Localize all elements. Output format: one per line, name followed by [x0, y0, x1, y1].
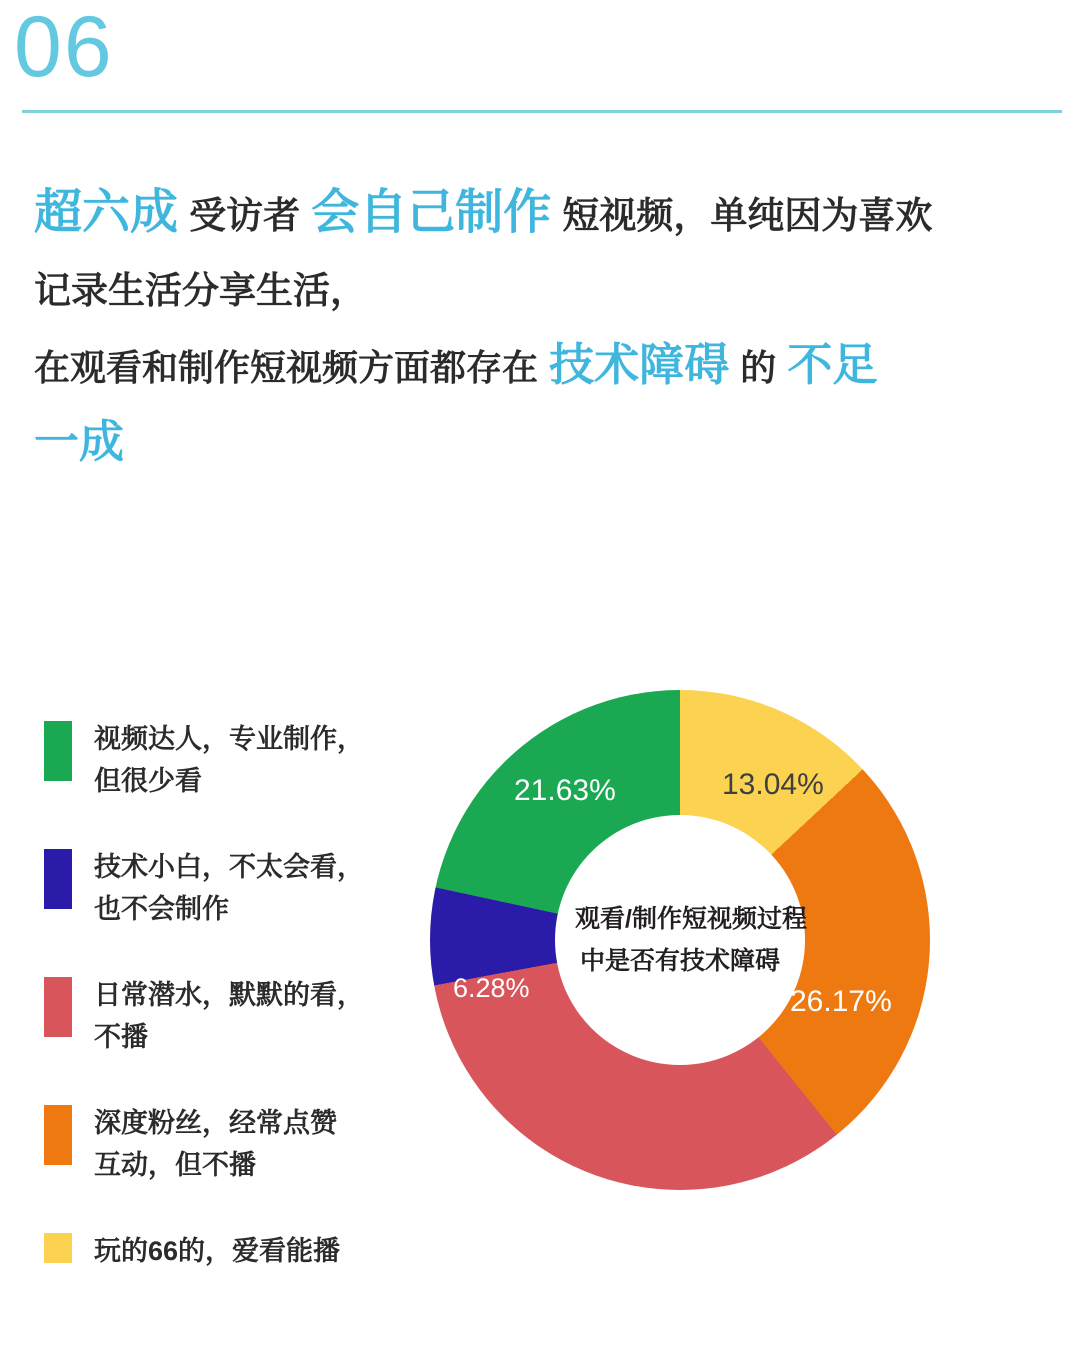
headline-text-5: 的	[740, 347, 777, 388]
legend-item-label	[94, 974, 364, 1058]
headline-text-4: 在观看和制作短视频方面都存在	[34, 347, 539, 388]
legend-item-label-line1: 技术小白，不太会看，	[94, 852, 364, 882]
chart-legend	[44, 718, 439, 1316]
headline-emphasis-2: 会自己制作	[311, 186, 552, 239]
legend-color-swatch-red	[44, 977, 72, 1037]
headline-emphasis-3: 技术障碍	[549, 339, 730, 390]
legend-item-label	[94, 1102, 337, 1186]
donut-center-label-line1: 观看/制作短视频过程	[575, 905, 807, 933]
legend-item-label	[94, 846, 364, 930]
slice-value-orange: 26.17%	[790, 985, 892, 1018]
legend-item-label	[94, 1230, 340, 1272]
legend-item-label-line1: 深度粉丝，经常点赞	[94, 1108, 337, 1138]
legend-item[interactable]	[44, 974, 439, 1058]
donut-center-label	[555, 815, 805, 1065]
legend-item-label-line1: 视频达人，专业制作，	[94, 724, 364, 754]
legend-item-label-line1: 日常潜水，默默的看，	[94, 980, 364, 1010]
headline-text-1: 受访者	[189, 195, 301, 236]
legend-item[interactable]	[44, 1230, 439, 1272]
legend-color-swatch-blue	[44, 849, 72, 909]
slice-value-blue: 6.28%	[453, 973, 530, 1003]
legend-item-label-line2: 不播	[94, 1022, 148, 1052]
legend-item[interactable]	[44, 1102, 439, 1186]
headline-emphasis-1: 超六成	[34, 186, 179, 239]
legend-color-swatch-green	[44, 721, 72, 781]
headline-line-4	[34, 405, 1044, 481]
legend-item-label-line2: 也不会制作	[94, 894, 229, 924]
donut-center-label-line2: 中是否有技术障碍	[579, 947, 780, 975]
legend-color-swatch-yellow	[44, 1233, 72, 1263]
page-number: 06	[14, 0, 114, 95]
slice-value-green: 21.63%	[514, 774, 616, 807]
headline-emphasis-5: 一成	[34, 416, 125, 467]
legend-item-label-line2: 互动，但不播	[94, 1150, 256, 1180]
headline-text-2: 短视频，单纯因为喜欢	[562, 195, 933, 236]
slice-value-yellow: 13.04%	[722, 768, 824, 801]
headline-text-3: 记录生活分享生活，	[34, 270, 367, 311]
headline-emphasis-4: 不足	[787, 339, 878, 390]
headline-line-2	[34, 253, 1044, 328]
legend-color-swatch-orange	[44, 1105, 72, 1165]
legend-item-label-line1: 玩的66的，爱看能播	[94, 1236, 341, 1266]
donut-chart	[430, 690, 930, 1236]
headline-line-1	[34, 176, 1044, 253]
headline-line-3	[34, 328, 1044, 405]
header-divider	[22, 110, 1062, 113]
legend-item-label	[94, 718, 364, 802]
legend-item[interactable]	[44, 718, 439, 802]
page-title	[34, 176, 1044, 481]
legend-item[interactable]	[44, 846, 439, 930]
legend-item-label-line2: 但很少看	[94, 766, 202, 796]
slice-value-red: 32.88%	[605, 1203, 707, 1236]
